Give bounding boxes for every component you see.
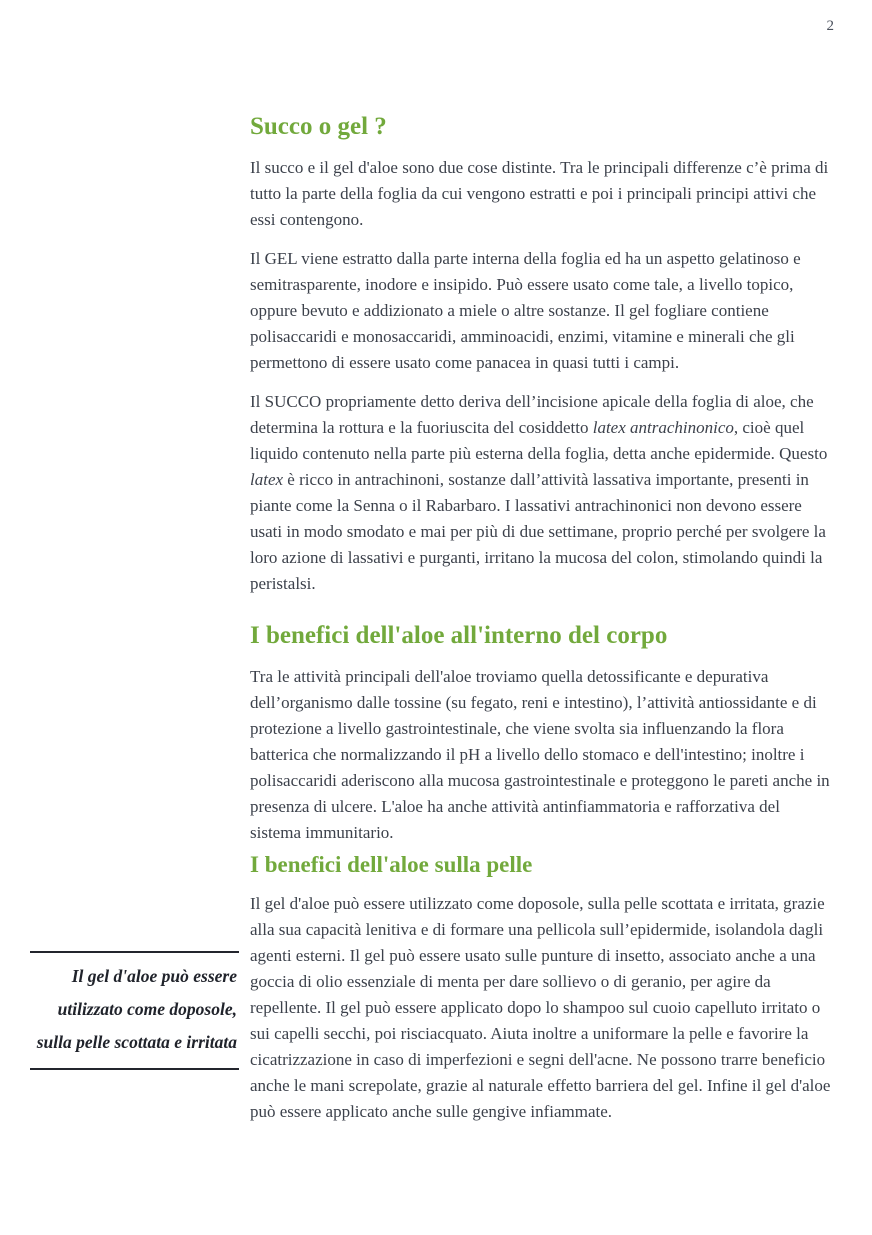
text-segment: Il SUCCO propriamente detto deriva dell’incisione apicale della foglia di aloe, che determina la rottura e la fuoriuscita del cosiddetto <box>250 392 814 437</box>
page-number: 2 <box>826 18 834 34</box>
section-heading-benefici-pelle: I benefici dell'aloe sulla pelle <box>250 852 533 877</box>
paragraph-gel: Il GEL viene estratto dalla parte interna della foglia ed ha un aspetto gelatinoso e semitrasparente, inodore e insipido. Può essere usato come tale, a livello topico, oppure bevuto e addizionato a miele o altre sostanze. Il gel fogliare contiene polisaccaridi e monosaccaridi, amminoacidi, enzimi, vitamine e minerali che gli permettono di essere usato come panacea in quasi tutti i campi. <box>250 249 801 372</box>
paragraph-succo-latex <box>250 389 833 597</box>
article-content <box>250 0 833 1125</box>
italic-term-latex: latex <box>250 470 284 489</box>
section-heading-benefici-interno-corpo: I benefici dell'aloe all'interno del corpo <box>250 622 668 649</box>
text-segment: è ricco in antrachinoni, sostanze dall’attività lassativa importante, presenti in piante come la Senna o il Rabarbaro. I lassativi antrachinonici non devono essere usati in modo smodato e mai per più di due settimane, proprio perché per svolgere la loro azione di lassativi e purganti, irritano la mucosa del colon, stimolando quindi la peristalsi. <box>250 470 826 593</box>
paragraph-benefici-corpo: Tra le attività principali dell'aloe troviamo quella detossificante e depurativa dell’organismo dalle tossine (su fegato, reni e intestino), l’attività antiossidante e di protezione a livello gastrointestinale, che viene svolta sia influenzando la flora batterica che normalizzando il pH a livello dello stomaco e dell'intestino; inoltre i polisaccaridi aderiscono alla mucosa gastrointestinale e proteggono le pareti anche in presenza di ulcere. L'aloe ha anche attività antinfiammatoria e rafforzativa del sistema immunitario. <box>250 667 830 842</box>
pull-quote <box>30 951 239 1070</box>
section-heading-succo-o-gel: Succo o gel ? <box>250 113 387 140</box>
text-segment: , cioè quel liquido contenuto nella parte più esterna della foglia, detta anche epidermide. Questo <box>250 418 828 463</box>
paragraph-succo-intro: Il succo e il gel d'aloe sono due cose distinte. Tra le principali differenze c’è prima di tutto la parte della foglia da cui vengono estratti e poi i principali principi attivi che essi contengono. <box>250 158 829 229</box>
pull-quote-text: Il gel d'aloe può essere utilizzato come doposole, sulla pelle scottata e irritata <box>36 966 237 1052</box>
paragraph-benefici-pelle: Il gel d'aloe può essere utilizzato come doposole, sulla pelle scottata e irritata, grazie alla sua capacità lenitiva e di formare una pellicola sull’epidermide, isolandola dagli agenti esterni. Il gel può essere usato sulle punture di insetto, associato anche a una goccia di olio essenziale di menta per dare sollievo o di geranio, per agire da repellente. Il gel può essere applicato dopo lo shampoo sul cuoio capelluto irritato o sui capelli secchi, poi risciacquato. Aiuta inoltre a uniformare la pelle e favorire la cicatrizzazione in caso di imperfezioni e segni dell'acne. Ne possono trarre beneficio anche le mani screpolate, grazie al naturale effetto barriera del gel. Infine il gel d'aloe può essere applicato anche sulle gengive infiammate. <box>250 894 831 1121</box>
italic-term-latex-antrachinonico: latex antrachinonico <box>592 418 734 437</box>
